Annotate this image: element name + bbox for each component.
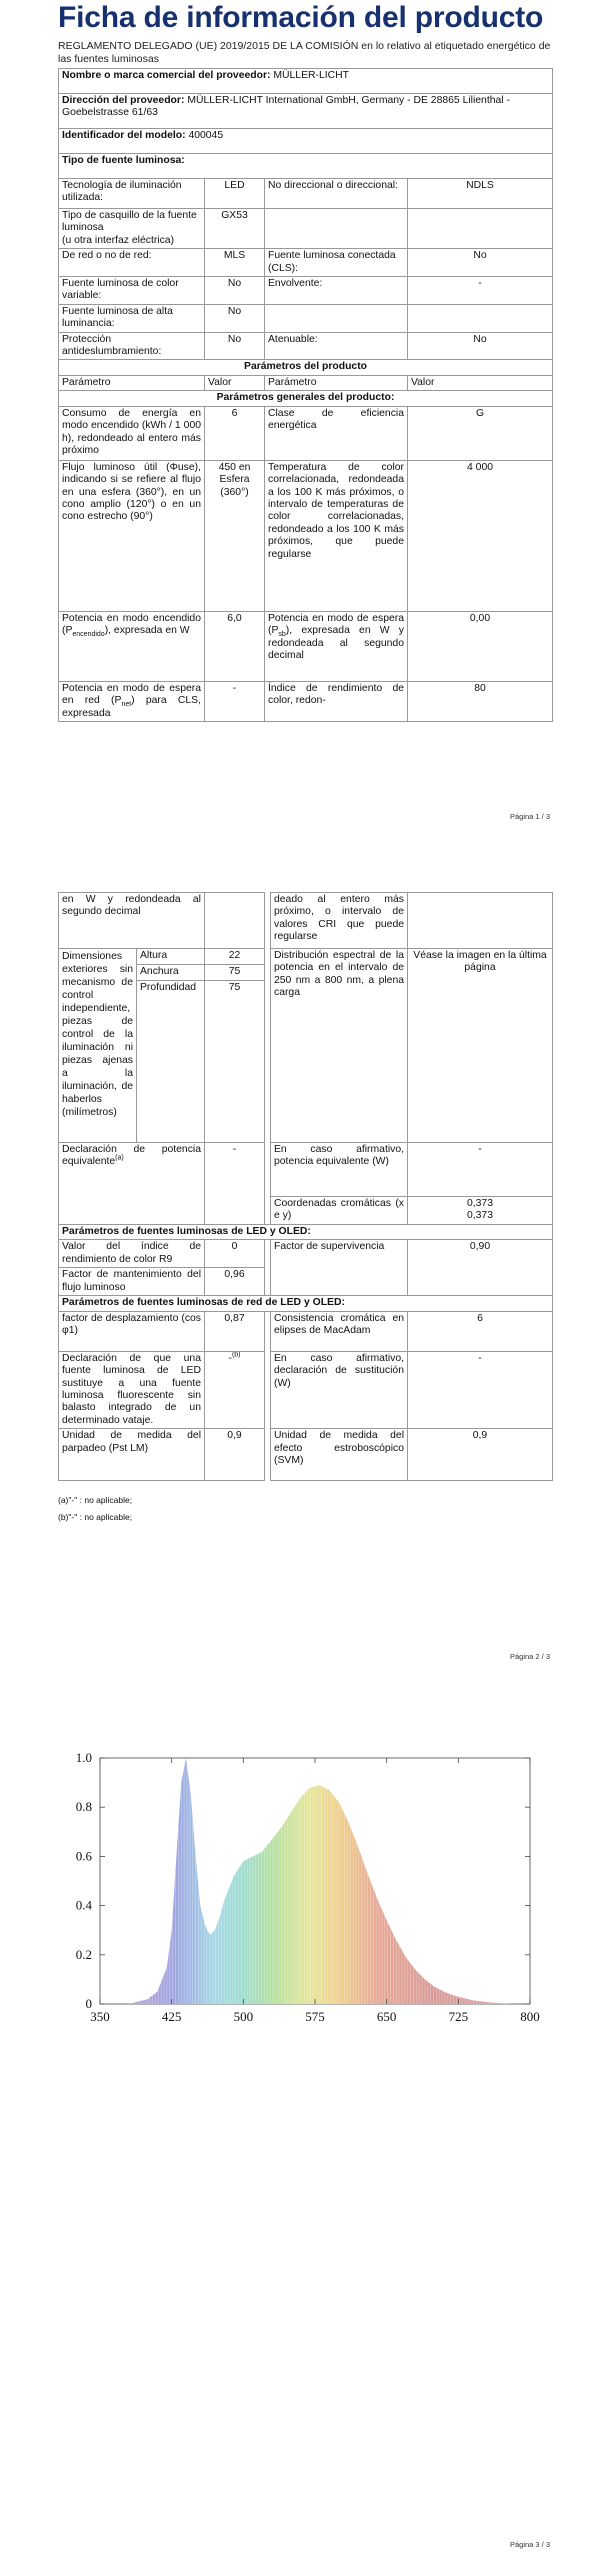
parpadeo-label: Unidad de medida del parpadeo (Pst LM) bbox=[59, 1429, 205, 1481]
type-row bbox=[59, 332, 553, 360]
consumo-value: 6 bbox=[205, 406, 265, 460]
x-tick-label: 800 bbox=[520, 2009, 540, 2024]
type-row-l1: Fuente luminosa de alta luminancia: bbox=[59, 304, 205, 332]
regulation-text: REGLAMENTO DELEGADO (UE) 2019/2015 DE LA COMISIÓN en lo relativo al etiquetado energético de las fuentes luminosas bbox=[58, 40, 551, 65]
footnote-a: (a)"-" : no aplicable; bbox=[58, 1495, 133, 1505]
supplier-name-row: Nombre o marca comercial del proveedor: MÜLLER-LICHT bbox=[59, 69, 553, 94]
spectrum-area bbox=[129, 1758, 511, 2004]
x-tick-label: 575 bbox=[305, 2009, 325, 2024]
type-row-l2: Envolvente: bbox=[265, 277, 408, 305]
red-led-params-heading: Parámetros de fuentes luminosas de red de LED y OLED: bbox=[59, 1296, 553, 1311]
y-tick-label: 1.0 bbox=[75, 1750, 92, 1765]
fluorescente-value: -$^{(b)}$ bbox=[205, 1351, 265, 1428]
type-row-v1: No bbox=[205, 277, 265, 305]
col-header-parametro-2: Parámetro bbox=[265, 375, 408, 390]
dims-label: Dimensiones exteriores sin mecanismo de control independiente, piezas de control de la iluminación ni piezas ajenas a la iluminación, de haberlos (milímetros) bbox=[59, 949, 137, 1143]
page-number-1: Página 1 / 3 bbox=[509, 812, 550, 821]
estroboscopico-label: Unidad de medida del efecto estroboscópico (SVM) bbox=[271, 1429, 408, 1481]
type-row-v1: GX53 bbox=[205, 209, 265, 249]
general-params-heading: Parámetros generales del producto: bbox=[59, 391, 553, 406]
x-tick-label: 350 bbox=[90, 2009, 110, 2024]
temperatura-label: Temperatura de color correlacionada, redondeada a los 100 K más próximos, o intervalo de temperaturas de color correlacionadas, redondeado a los 100 K más próximos, que puede regularse bbox=[265, 460, 408, 611]
type-row-v2: No bbox=[408, 249, 553, 277]
declaracion-value: - bbox=[205, 1143, 265, 1225]
type-row-l2: Atenuable: bbox=[265, 332, 408, 360]
x-tick-label: 650 bbox=[376, 2009, 397, 2024]
supervivencia-label: Factor de supervivencia bbox=[271, 1240, 408, 1296]
type-row-v2: NDLS bbox=[408, 179, 553, 209]
type-row-l2 bbox=[265, 209, 408, 249]
type-heading: Tipo de fuente luminosa: bbox=[59, 154, 553, 179]
distribucion-label: Distribución espectral de la potencia en el intervalo de 250 nm a 800 nm, a plena carga bbox=[271, 949, 408, 1143]
dim-profundidad-value: 75 bbox=[205, 981, 265, 1143]
product-info-table bbox=[58, 68, 553, 722]
dim-altura-value: 22 bbox=[205, 949, 265, 965]
fluorescente-label: Declaración de que una fuente luminosa de LED sustituye a una fuente luminosa fluorescente sin balasto integrado de un determinado vataje. bbox=[59, 1351, 205, 1428]
desplazamiento-label: factor de desplazamiento (cos φ1) bbox=[59, 1311, 205, 1351]
x-tick-label: 500 bbox=[233, 2009, 254, 2024]
type-row-l2: Fuente luminosa conectada (CLS): bbox=[265, 249, 408, 277]
potencia-espera-label: Potencia en modo de espera $(P_{sb})$, expresada en W y redondeada al segundo decimal bbox=[265, 611, 408, 681]
estroboscopico-value: 0,9 bbox=[408, 1429, 553, 1481]
consumo-label: Consumo de energía en modo encendido (kWh / 1 000 h), redondeado al entero más próximo bbox=[59, 406, 205, 460]
type-row-l1: Tecnología de iluminación utilizada: bbox=[59, 179, 205, 209]
declaracion-label: Declaración de potencia equivalente$^{(a)}$ bbox=[59, 1143, 205, 1225]
dim-altura-label: Altura bbox=[137, 949, 205, 965]
sustitucion-value: - bbox=[408, 1351, 553, 1428]
potencia-equivalente-label: En caso afirmativo, potencia equivalente (W) bbox=[271, 1143, 408, 1197]
potencia-equivalente-value: - bbox=[408, 1143, 553, 1197]
supervivencia-value: 0,90 bbox=[408, 1240, 553, 1296]
desplazamiento-value: 0,87 bbox=[205, 1311, 265, 1351]
type-row-v1: LED bbox=[205, 179, 265, 209]
coordenadas-value: 0,373 0,373 bbox=[408, 1197, 553, 1225]
espera-red-value: - bbox=[205, 681, 265, 721]
y-tick-label: 0 bbox=[85, 1996, 92, 2011]
rendimiento-color-value: 80 bbox=[408, 681, 553, 721]
type-row-v2: - bbox=[408, 277, 553, 305]
type-row-l2 bbox=[265, 304, 408, 332]
supplier-address-row: Dirección del proveedor: MÜLLER-LICHT International GmbH, Germany - DE 28865 Lilienthal - Goebelstrasse 61/63 bbox=[59, 94, 553, 129]
type-row bbox=[59, 179, 553, 209]
type-row-v1: No bbox=[205, 332, 265, 360]
col-header-parametro: Parámetro bbox=[59, 375, 205, 390]
y-tick-label: 0.8 bbox=[75, 1799, 92, 1815]
col-header-valor: Valor bbox=[205, 375, 265, 390]
dim-anchura-value: 75 bbox=[205, 965, 265, 981]
type-row-v2 bbox=[408, 209, 553, 249]
type-row-v2 bbox=[408, 304, 553, 332]
parpadeo-value: 0,9 bbox=[205, 1429, 265, 1481]
espera-red-label: Potencia en modo de espera en red $(P_{net})$ para CLS, expresada bbox=[59, 681, 205, 721]
type-row-l1: Fuente luminosa de color variable: bbox=[59, 277, 205, 305]
product-info-table-cont bbox=[58, 892, 553, 1481]
col-header-valor-2: Valor bbox=[408, 375, 553, 390]
footnote-b: (b)"-" : no aplicable; bbox=[58, 1512, 133, 1522]
mantenimiento-label: Factor de mantenimiento del flujo luminoso bbox=[59, 1268, 205, 1296]
eficiencia-label: Clase de eficiencia energética bbox=[265, 406, 408, 460]
params-heading: Parámetros del producto bbox=[59, 360, 553, 375]
page-number-3: Página 3 / 3 bbox=[509, 2540, 550, 2549]
coordenadas-label: Coordenadas cromáticas (x e y) bbox=[271, 1197, 408, 1225]
type-row bbox=[59, 209, 553, 249]
model-row: Identificador del modelo: 400045 bbox=[59, 129, 553, 154]
type-row bbox=[59, 277, 553, 305]
r9-label: Valor del índice de rendimiento de color R9 bbox=[59, 1240, 205, 1268]
y-tick-label: 0.4 bbox=[75, 1897, 92, 1913]
potencia-encendido-label: Potencia en modo encendido $(P_{encendido})$, expresada en W bbox=[59, 611, 205, 681]
type-row bbox=[59, 304, 553, 332]
type-row bbox=[59, 249, 553, 277]
type-row-l1: Tipo de casquillo de la fuente luminosa (u otra interfaz eléctrica) bbox=[59, 209, 205, 249]
macadam-label: Consistencia cromática en elipses de MacAdam bbox=[271, 1311, 408, 1351]
type-row-l2: No direccional o direccional: bbox=[265, 179, 408, 209]
mantenimiento-value: 0,96 bbox=[205, 1268, 265, 1296]
flujo-label: Flujo luminoso útil (Φuse), indicando si se refiere al flujo en una esfera (360°), en un cono amplio (120°) o en un cono estrecho (90°) bbox=[59, 460, 205, 611]
dim-anchura-label: Anchura bbox=[137, 965, 205, 981]
x-tick-label: 425 bbox=[161, 2009, 182, 2024]
dim-profundidad-label: Profundidad bbox=[137, 981, 205, 1143]
sustitucion-label: En caso afirmativo, declaración de sustitución (W) bbox=[271, 1351, 408, 1428]
y-tick-label: 0.2 bbox=[75, 1946, 92, 1962]
temperatura-value: 4 000 bbox=[408, 460, 553, 611]
spectral-power-chart bbox=[50, 1736, 550, 2036]
cont-right-text: deado al entero más próximo, o intervalo de valores CRI que puede regularse bbox=[271, 893, 408, 949]
rendimiento-color-label: Índice de rendimiento de color, redon- bbox=[265, 681, 408, 721]
page-number-2: Página 2 / 3 bbox=[509, 1652, 550, 1661]
type-row-v2: No bbox=[408, 332, 553, 360]
macadam-value: 6 bbox=[408, 1311, 553, 1351]
potencia-encendido-value: 6,0 bbox=[205, 611, 265, 681]
y-tick-label: 0.6 bbox=[75, 1848, 92, 1864]
page-title: Ficha de información del producto bbox=[58, 1, 544, 34]
cont-left-text: en W y redondeada al segundo decimal bbox=[59, 893, 205, 949]
distribucion-value: Véase la imagen en la última página bbox=[408, 949, 553, 1143]
led-params-heading: Parámetros de fuentes luminosas de LED y OLED: bbox=[59, 1225, 553, 1240]
type-row-v1: No bbox=[205, 304, 265, 332]
eficiencia-value: G bbox=[408, 406, 553, 460]
potencia-espera-value: 0,00 bbox=[408, 611, 553, 681]
flujo-value: 450 en Esfera (360°) bbox=[205, 460, 265, 611]
type-row-l1: De red o no de red: bbox=[59, 249, 205, 277]
r9-value: 0 bbox=[205, 1240, 265, 1268]
type-row-v1: MLS bbox=[205, 249, 265, 277]
type-row-l1: Protección antideslumbramiento: bbox=[59, 332, 205, 360]
x-tick-label: 725 bbox=[448, 2009, 469, 2024]
